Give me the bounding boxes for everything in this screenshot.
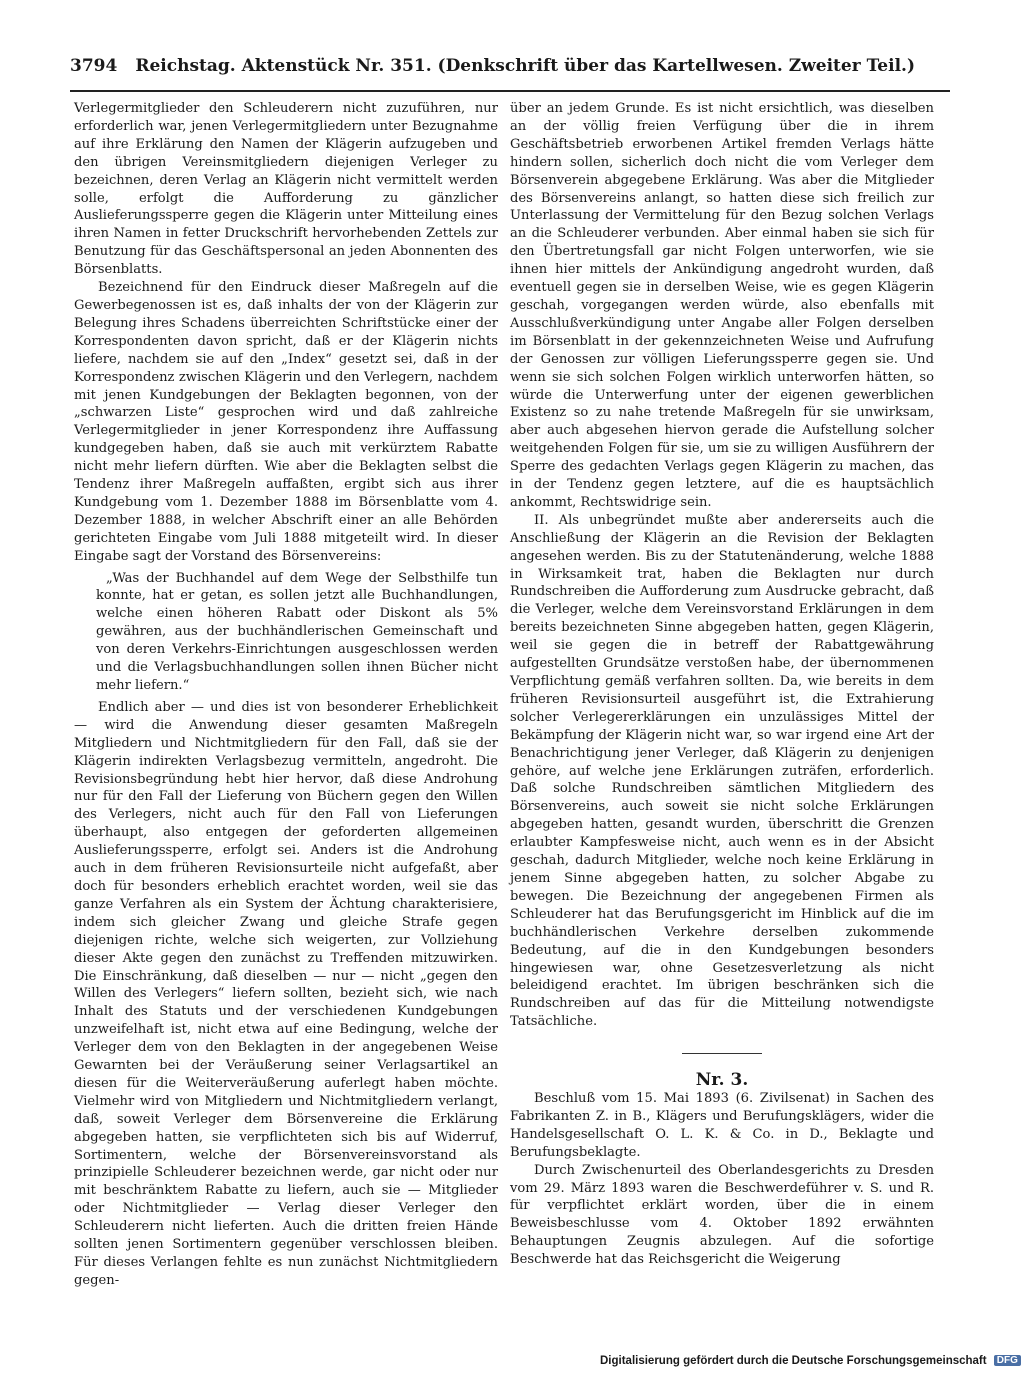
- paragraph: über an jedem Grunde. Es ist nicht ersichtlich, was dieselben an der völlig freien Verfügung über die in ihrem Geschäftsbetrieb erworbenen Artikel fremden Verlags hätte hindern sollen, sicherlich doch nicht die vom Verleger dem Börsenverein abgegebene Erklärung. Was aber die Mitglieder des Börsenvereins anlangt, so hatten diese sich freilich zur Unterlassung der Vermittelung für den Bezug solchen Verlags an die Schleuderer verbunden. Aber einmal haben sie sich für den Übertretungsfall gar nicht Folgen unterworfen, wie sie ihnen hier mittels der Ankündigung angedroht wurden, daß eventuell gegen sie in derselben Weise, wie es gegen Klägerin geschah, vorgegangen werden würde, also ebenfalls mit Ausschlußverkündigung unter Angabe aller Folgen derselben im Börsenblatt in der gekennzeichneten Weise und Aufrufung der Genossen zur völligen Lieferungssperre gegen sie. Und wenn sie sich solchen Folgen wirklich unterworfen hätten, so würde die Unterwerfung unter der eigenen gewerblichen Existenz so zu nahe tretende Maßregeln für sie unwirksam, aber auch abgesehen hiervon gerade die Aufstellung solcher weitgehenden Folgen für sie, um sie zu willigen Ausführern der Sperre des gedachten Verlags gegen Klägerin zu machen, das in der Tendenz gegen letztere, auf die es hauptsächlich ankommt, Rechtswidrige sein.: [510, 101, 934, 510]
- left-column: [74, 100, 498, 1290]
- running-title: Reichstag. Aktenstück Nr. 351. (Denkschrift über das Kartellwesen. Zweiter Teil.): [135, 56, 915, 76]
- paragraph: Verlegermitglieder den Schleuderern nicht zuzuführen, nur erforderlich war, jenen Verlegermitgliedern unter Bezugnahme auf ihre Erklärung den Namen der Klägerin aufzugeben und den übrigen Vereinsmitgliedern diejenigen Verleger zu bezeichnen, deren Verlag an Klägerin nicht vermittelt werden solle, erfolgt die Aufforderung zu gänzlicher Auslieferungssperre gegen die Klägerin unter Mitteilung eines ihren Namen in fetter Druckschrift hervorhebenden Zettels zur Benutzung für das Geschäftspersonal an jeden Abonnenten des Börsenblatts.: [74, 101, 498, 278]
- block-quote: „Was der Buchhandel auf dem Wege der Selbsthilfe tun konnte, hat er getan, es sollen jetzt alle Buchhandlungen, welche einen höheren Rabatt oder Diskont als 5% gewähren, aus der buchhändlerischen Gemeinschaft und von deren Verkehrs-Einrichtungen ausgeschlossen werden und die Verlagsbuchhandlungen sollen ihnen Bücher nicht mehr liefern.“: [96, 570, 498, 693]
- section-heading: Nr. 3.: [695, 1070, 749, 1091]
- paragraph: Durch Zwischenurteil des Oberlandesgerichts zu Dresden vom 29. März 1893 waren die Beschwerdeführer v. S. und R. für verpflichtet erklärt worden, über die in einem Beweisbeschlusse vom 4. Oktober 1892 erwähnten Behauptungen Zeugnis abzulegen. Auf die sofortige Beschwerde hat das Reichsgericht die Weigerung: [510, 1162, 934, 1268]
- paragraph: Beschluß vom 15. Mai 1893 (6. Zivilsenat) in Sachen des Fabrikanten Z. in B., Klägers und Berufungsklägers, wider die Handelsgesellschaft O. L. K. & Co. in D., Beklagte und Berufungsbeklagte.: [510, 1091, 934, 1160]
- right-column: [510, 100, 934, 1269]
- paragraph: II. Als unbegründet mußte aber andererseits auch die Anschließung der Klägerin an die Revision der Beklagten angesehen werden. Bis zu der Statutenänderung, welche 1888 in Wirksamkeit trat, haben die Beklagten nur durch Rundschreiben die Aufforderung zum Ausdrucke gebracht, daß die Verleger, welche dem Vereinsvorstand Erklärungen in dem bereits bezeichneten Sinne abgegeben hatten, gegen Klägerin, weil sie gegen die in betreff der Rabattgewährung aufgestellten Grundsätze verstoßen habe, der übernommenen Verpflichtung gemäß verfahren sollten. Da, wie bereits in dem früheren Revisionsurteil ausgeführt ist, die Extrahierung solcher Verlegererklärungen ein unzulässiges Mittel der Bekämpfung der Klägerin nicht war, so war irgend eine Art der Benachrichtigung jener Verleger, daß Klägerin zu denjenigen gehöre, auf welche jene Erklärungen zuträfen, erforderlich. Daß solche Rundschreiben sämtlichen Mitgliedern des Börsenvereins, auch soweit sie nicht solche Erklärungen abgegeben hatten, gesandt wurden, überschritt die Grenzen erlaubter Kampfesweise nicht, auch wenn es in der Absicht geschah, dadurch Mitglieder, welche noch keine Erklärung in jenem Sinne abgegeben hatten, zu solcher Abgabe zu bewegen. Die Bezeichnung der angegebenen Firmen als Schleuderer hat das Berufungsgericht im Hinblick auf die im buchhändlerischen Verkehre derselben zukommende Bedeutung, auf die in den Kundgebungen besonders hingewiesen war, ohne Gesetzesverletzung als nicht beleidigend erachtet. Im übrigen beschränken sich die Rundschreiben auf das für die Mitteilung notwendigste Tatsächliche.: [510, 512, 934, 1030]
- header-rule: [70, 90, 950, 92]
- footer-text: Digitalisierung gefördert durch die Deutsche Forschungsgemeinschaft: [600, 1355, 987, 1367]
- paragraph: Endlich aber — und dies ist von besonderer Erheblichkeit — wird die Anwendung dieser gesamten Maßregeln Mitgliedern und Nichtmitgliedern für den Fall, daß sie der Klägerin indirekten Verlagsbezug vermitteln, angedroht. Die Revisionsbegründung hebt hier hervor, daß diese Androhung nur für den Fall der Lieferung von Büchern gegen den Willen des Verlegers, nicht auch für den Fall von Lieferungen überhaupt, also entgegen der geforderten allgemeinen Auslieferungssperre, erfolgt sei. Anders ist die Androhung auch in dem früheren Revisionsurteile nicht aufgefaßt, aber doch für besonders erheblich erachtet worden, weil sie das ganze Verfahren als ein System der Ächtung charakterisiere, indem sich gleicher Zwang und gleiche Strafe gegen diejenigen richte, welche sich weigerten, zur Vollziehung dieser Akte gegen den zunächst zu Treffenden mitzuwirken. Die Einschränkung, daß dieselben — nur — nicht „gegen den Willen des Verlegers“ liefern sollten, bezieht sich, wie nach Inhalt des Statuts und der verschiedenen Kundgebungen unzweifelhaft ist, nicht etwa auf eine Bedingung, welche der Verleger dem von den Beklagten in der angegebenen Weise Gewarnten bei der Veräußerung seiner Verlagsartikel an diesen für die Weiterveräußerung auferlegt haben möchte. Vielmehr wird von Mitgliedern und Nichtmitgliedern verlangt, daß, soweit Verleger dem Börsenvereine die Erklärung abgegeben hatten, sie verpflichteten sich bis auf Widerruf, Sortimentern, welche der Börsenvereinsvorstand als prinzipielle Schleuderer bezeichnen werde, gar nicht oder nur mit beschränktem Rabatte zu liefern, auch sie — Mitglieder oder Nichtmitglieder — Verlag dieser Verleger den Schleuderern nicht lieferten. Auch die dritten freien Hände sollten jenen Sortimentern gegenüber verschlossen bleiben. Für dieses Verlangen fehlte es nun zunächst Nichtmitgliedern gegen-: [74, 699, 498, 1288]
- paragraph: Bezeichnend für den Eindruck dieser Maßregeln auf die Gewerbegenossen ist es, daß inhalts der von der Klägerin zur Belegung ihres Schadens überreichten Schriftstücke einer der Korrespondenten davon spricht, daß er der Klägerin nichts liefere, nachdem sie auf den „Index“ gesetzt sei, daß in der Korrespondenz zwischen Klägerin und den Verlegern, nachdem mit jenen Kundgebungen der Beklagten begonnen, von der „schwarzen Liste“ gesprochen wird und daß zahlreiche Verlegermitglieder in jener Korrespondenz ihre Auffassung kundgegeben haben, daß sie auch mit verkürztem Rabatte nicht mehr liefern dürften. Wie aber die Beklagten selbst die Tendenz ihrer Maßregeln auffaßten, ergibt sich aus ihrer Kundgebung vom 1. Dezember 1888 im Börsenblatte vom 4. Dezember 1888, in welcher Abschrift einer an alle Behörden gerichteten Eingabe vom Juli 1888 mitgeteilt wird. In dieser Eingabe sagt der Vorstand des Börsenvereins:: [74, 280, 498, 564]
- section-divider: [682, 1053, 762, 1054]
- dfg-logo-icon: DFG: [994, 1355, 1021, 1366]
- page-header: [70, 56, 950, 86]
- digitization-credit: [600, 1355, 1018, 1373]
- page-number: 3794: [70, 56, 118, 76]
